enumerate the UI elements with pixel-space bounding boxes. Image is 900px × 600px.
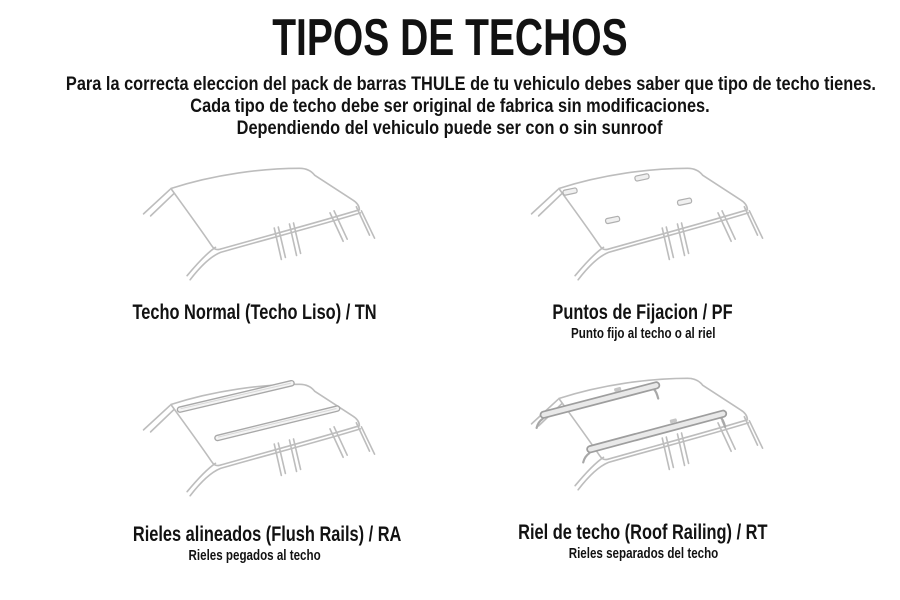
roof-type-label-ra: Rieles alineados (Flush Rails) / RA xyxy=(132,523,402,546)
roof-type-label-rt: Riel de techo (Roof Railing) / RT xyxy=(518,521,768,544)
smooth-roof-illustration xyxy=(110,148,400,300)
roof-type-sublabel-tn xyxy=(95,325,415,343)
roof-type-sublabel-ra: Rieles pegados al techo xyxy=(188,548,322,564)
intro-line-2: Cada tipo de techo debe ser original de fabrica sin modificaciones. xyxy=(190,96,710,118)
fixation-pads xyxy=(563,173,692,223)
flush-rails xyxy=(180,383,337,438)
roof-type-card-tn xyxy=(95,148,415,343)
intro-text xyxy=(0,74,900,140)
page-title-text: TIPOS DE TECHOS xyxy=(272,9,628,67)
page-title xyxy=(0,0,900,65)
roof-type-card-pf xyxy=(483,148,803,343)
roof-type-label-pf: Puntos de Fijacion / PF xyxy=(552,301,734,324)
roof-type-sublabel-pf: Punto fijo al techo o al riel xyxy=(570,326,716,342)
raised-rails-roof-illustration xyxy=(498,358,788,510)
roof-type-card-ra xyxy=(95,364,415,565)
roof-type-card-rt xyxy=(483,358,803,563)
intro-line-1: Para la correcta eleccion del pack de barras THULE de tu vehiculo debes saber que tipo de techo tienes. xyxy=(65,74,876,96)
roof-type-label-tn: Techo Normal (Techo Liso) / TN xyxy=(132,301,378,324)
roof-type-sublabel-rt: Rieles separados del techo xyxy=(568,546,718,562)
fixation-points-roof-illustration xyxy=(498,148,788,300)
intro-line-3: Dependiendo del vehiculo puede ser con o sin sunroof xyxy=(237,118,663,140)
flush-rails-roof-illustration xyxy=(110,364,400,516)
